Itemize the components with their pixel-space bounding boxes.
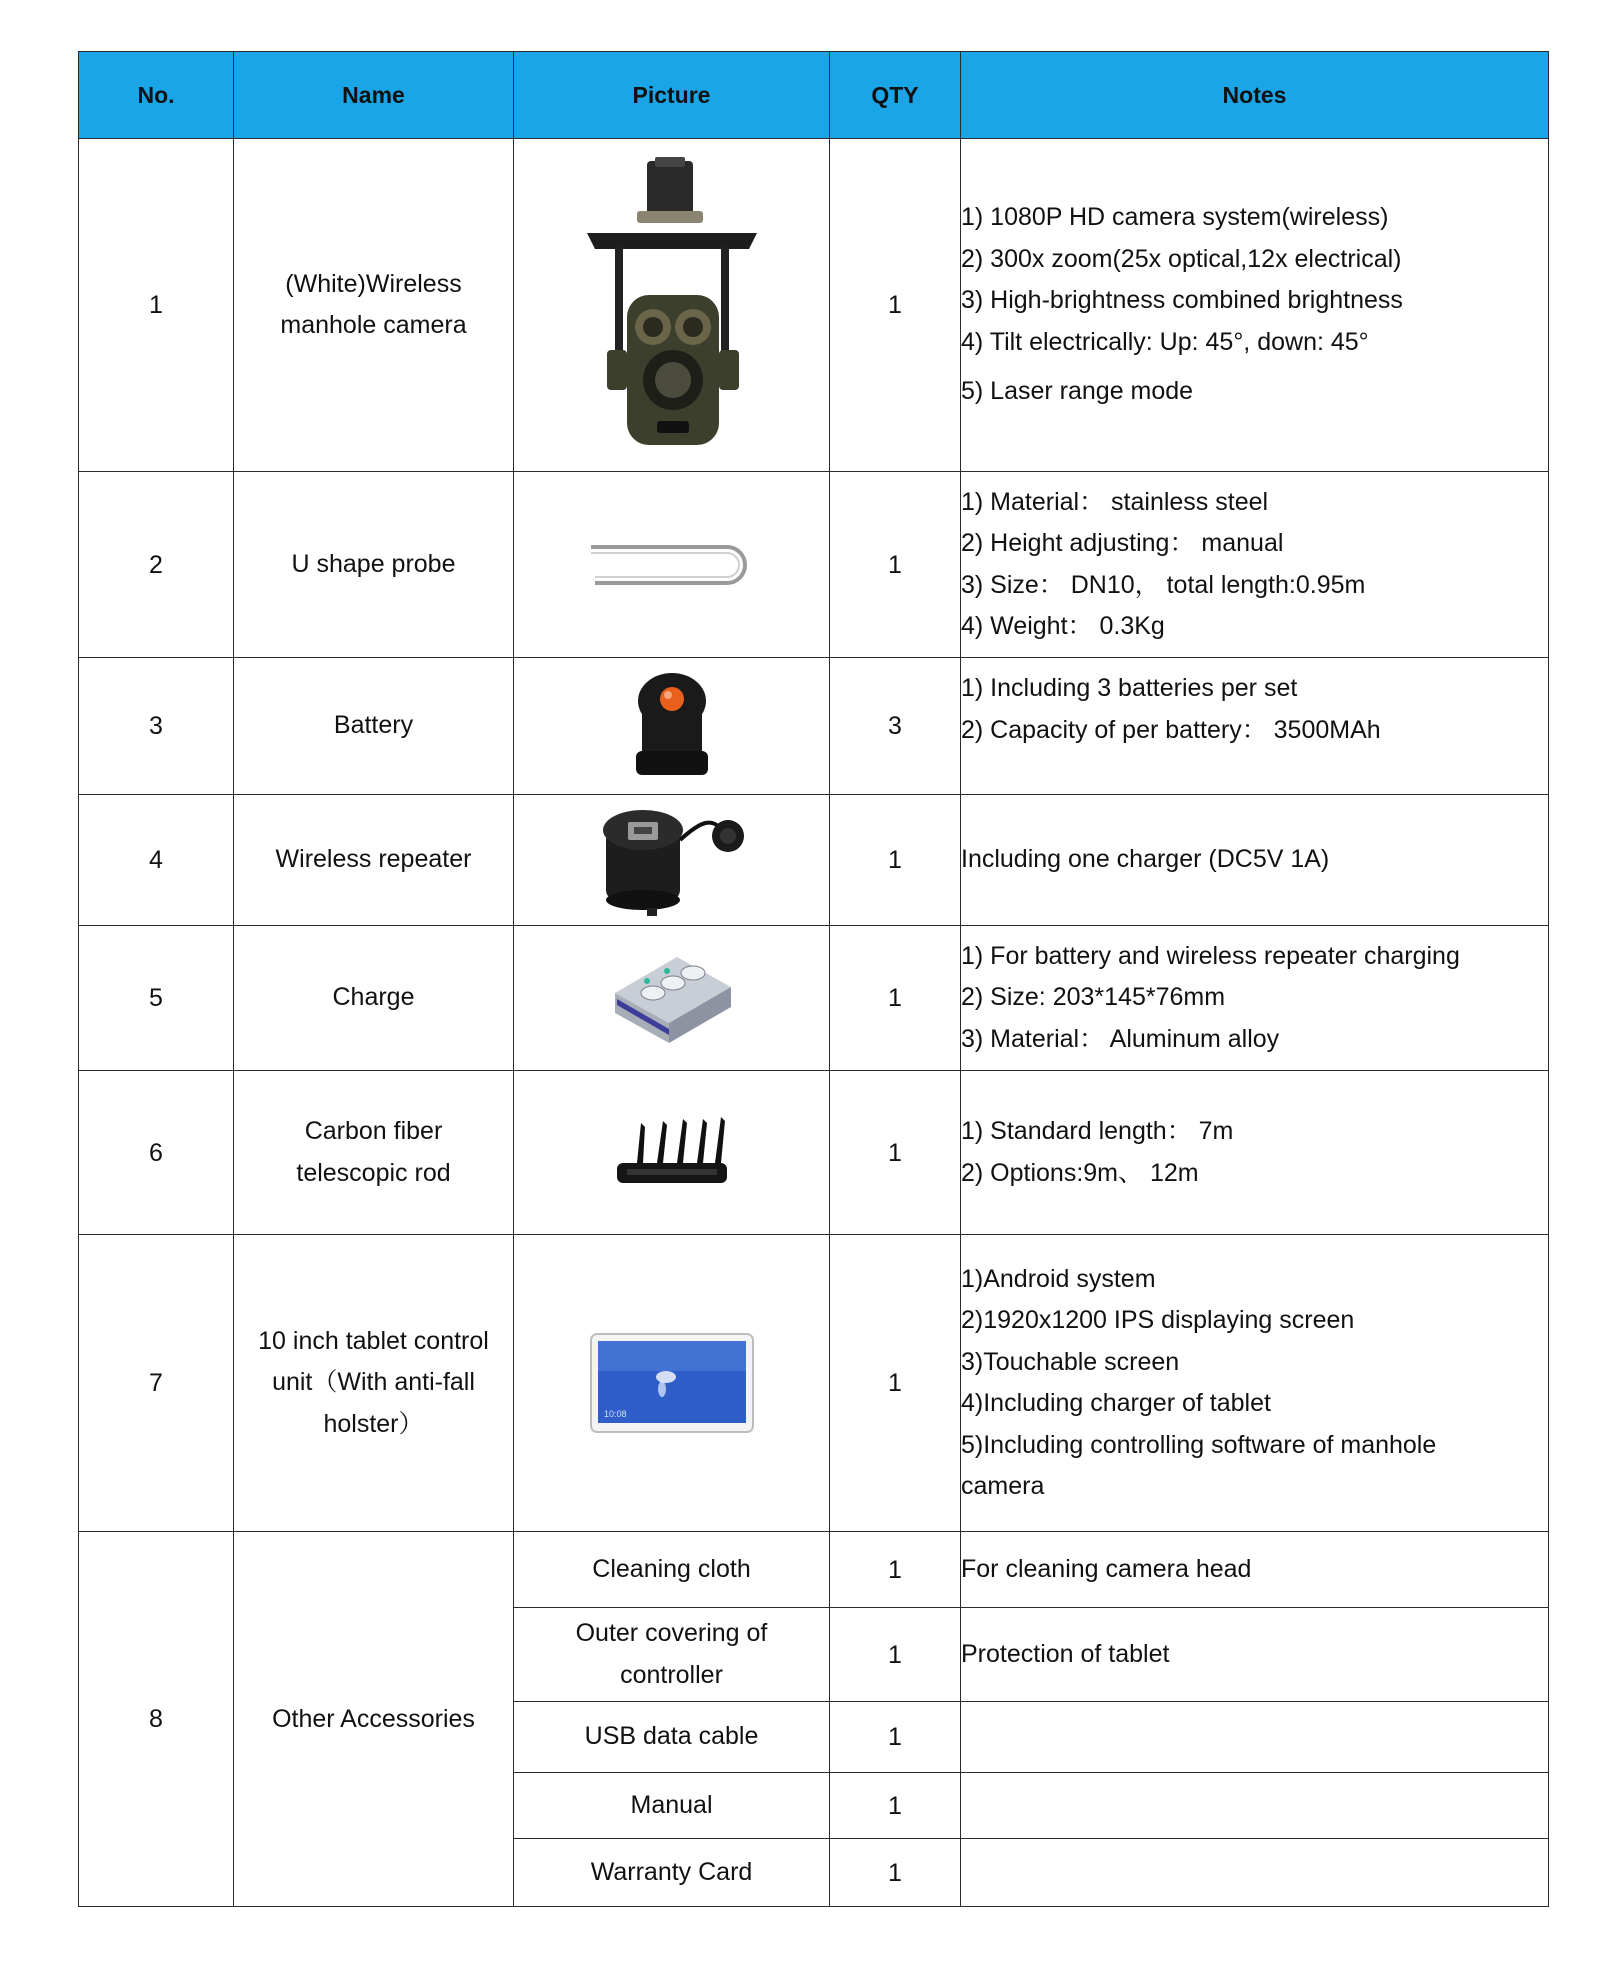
item-picture [514, 1235, 830, 1532]
item-name-line: Battery [333, 711, 414, 740]
item-name [234, 795, 514, 926]
manhole-camera-icon [577, 155, 767, 455]
item-qty: 3 [830, 658, 961, 795]
note-line: 4) Tilt electrically: Up: 45°, down: 45° [961, 327, 1369, 356]
item-name-line: 10 inch tablet control [258, 1326, 489, 1355]
item-qty: 1 [830, 139, 961, 472]
row-number: 2 [79, 472, 234, 658]
note-line: 1)Android system [961, 1264, 1156, 1293]
item-notes [961, 1071, 1549, 1235]
item-name [234, 1071, 514, 1235]
item-qty: 1 [830, 1839, 961, 1907]
note-line: 2) Options:9m、 12m [961, 1158, 1199, 1187]
item-name [234, 926, 514, 1071]
item-qty: 1 [830, 795, 961, 926]
item-picture [514, 658, 830, 795]
tablet-screen-time: 10:08 [603, 1409, 627, 1419]
item-name: Other Accessories [234, 1532, 514, 1907]
table-row [79, 795, 1549, 926]
header-notes: Notes [961, 52, 1549, 139]
item-name-line: Warranty Card [590, 1857, 753, 1886]
accessory-name [514, 1702, 830, 1773]
item-name [234, 472, 514, 658]
item-notes [961, 139, 1549, 472]
table-row [79, 1532, 1549, 1608]
row-number: 7 [79, 1235, 234, 1532]
item-name-line: Charge [332, 983, 415, 1012]
accessory-name [514, 1839, 830, 1907]
item-name-line: manhole camera [280, 311, 467, 339]
note-line: 5)Including controlling software of manhole [961, 1430, 1437, 1459]
item-name-line: (White)Wireless [285, 269, 462, 298]
row-number: 1 [79, 139, 234, 472]
note-line: 3)Touchable screen [961, 1347, 1180, 1376]
note-line: 4)Including charger of tablet [961, 1389, 1271, 1417]
item-qty: 1 [830, 472, 961, 658]
accessory-name [514, 1532, 830, 1608]
note-line: 2) Capacity of per battery： 3500MAh [961, 715, 1381, 744]
telescopic-rod-icon [607, 1113, 737, 1193]
charger-icon [607, 943, 737, 1053]
battery-icon [632, 671, 712, 781]
table-row [79, 1235, 1549, 1532]
u-shape-probe-icon [587, 535, 757, 595]
item-name-line: controller [620, 1660, 723, 1689]
item-name-line: U shape probe [291, 549, 456, 578]
item-qty: 1 [830, 1235, 961, 1532]
note-line: 3) Size： DN10， total length:0.95m [961, 570, 1366, 599]
item-qty: 1 [830, 926, 961, 1071]
accessories-table [78, 51, 1549, 1907]
item-name-line: Carbon fiber [304, 1117, 443, 1145]
item-notes [961, 1702, 1549, 1773]
item-notes: Protection of tablet [961, 1608, 1549, 1702]
note-line: 2) Size: 203*145*76mm [961, 983, 1226, 1012]
item-name-line: Manual [630, 1790, 713, 1819]
row-number: 6 [79, 1071, 234, 1235]
header-no: No. [79, 52, 234, 139]
item-name-line: USB data cable [584, 1722, 759, 1751]
item-name-line: Outer covering of [575, 1619, 768, 1647]
table-row [79, 472, 1549, 658]
note-line: 1) Material： stainless steel [961, 487, 1269, 516]
header-picture: Picture [514, 52, 830, 139]
item-notes [961, 1839, 1549, 1907]
row-number: 8 [79, 1532, 234, 1907]
item-name [234, 1235, 514, 1532]
note-line: 2) Height adjusting： manual [961, 529, 1284, 557]
note-line: 3) Material： Aluminum alloy [961, 1024, 1280, 1053]
note-line: 1) For battery and wireless repeater charging [961, 941, 1460, 970]
table-row [79, 658, 1549, 795]
item-qty: 1 [830, 1071, 961, 1235]
note-line: 5) Laser range mode [961, 377, 1194, 406]
row-number: 4 [79, 795, 234, 926]
note-line: 1) Including 3 batteries per set [961, 674, 1298, 702]
header-name: Name [234, 52, 514, 139]
header-row [79, 52, 1549, 139]
item-notes [961, 472, 1549, 658]
header-qty: QTY [830, 52, 961, 139]
accessory-name [514, 1608, 830, 1702]
note-line: Including one charger (DC5V 1A) [961, 845, 1330, 874]
item-name [234, 658, 514, 795]
table-row [79, 926, 1549, 1071]
item-name-line: telescopic rod [296, 1158, 451, 1187]
item-notes [961, 795, 1549, 926]
accessory-name [514, 1773, 830, 1839]
item-name-line: holster） [323, 1409, 424, 1438]
item-picture [514, 472, 830, 658]
item-qty: 1 [830, 1608, 961, 1702]
item-qty: 1 [830, 1532, 961, 1608]
item-notes [961, 658, 1549, 795]
tablet-icon [590, 1333, 754, 1433]
item-notes [961, 1235, 1549, 1532]
item-notes: For cleaning camera head [961, 1532, 1549, 1608]
note-line: 2) 300x zoom(25x optical,12x electrical) [961, 244, 1402, 273]
item-picture [514, 139, 830, 472]
item-name [234, 139, 514, 472]
note-line: camera [961, 1472, 1045, 1500]
item-picture [514, 795, 830, 926]
item-picture [514, 926, 830, 1071]
note-line: 4) Weight： 0.3Kg [961, 612, 1165, 640]
note-line: 1) 1080P HD camera system(wireless) [961, 203, 1389, 232]
item-name-line: Cleaning cloth [592, 1554, 751, 1583]
item-name-line: unit（With anti-fall [272, 1368, 475, 1397]
item-name-line: Wireless repeater [275, 845, 472, 874]
note-line: 3) High-brightness combined brightness [961, 286, 1403, 315]
row-number: 3 [79, 658, 234, 795]
item-qty: 1 [830, 1773, 961, 1839]
item-notes [961, 1773, 1549, 1839]
wireless-repeater-icon [592, 800, 752, 920]
table-row [79, 1071, 1549, 1235]
note-line: 1) Standard length： 7m [961, 1117, 1234, 1145]
item-picture [514, 1071, 830, 1235]
item-qty: 1 [830, 1702, 961, 1773]
row-number: 5 [79, 926, 234, 1071]
table-row [79, 139, 1549, 472]
note-line: 2)1920x1200 IPS displaying screen [961, 1306, 1355, 1334]
item-notes [961, 926, 1549, 1071]
